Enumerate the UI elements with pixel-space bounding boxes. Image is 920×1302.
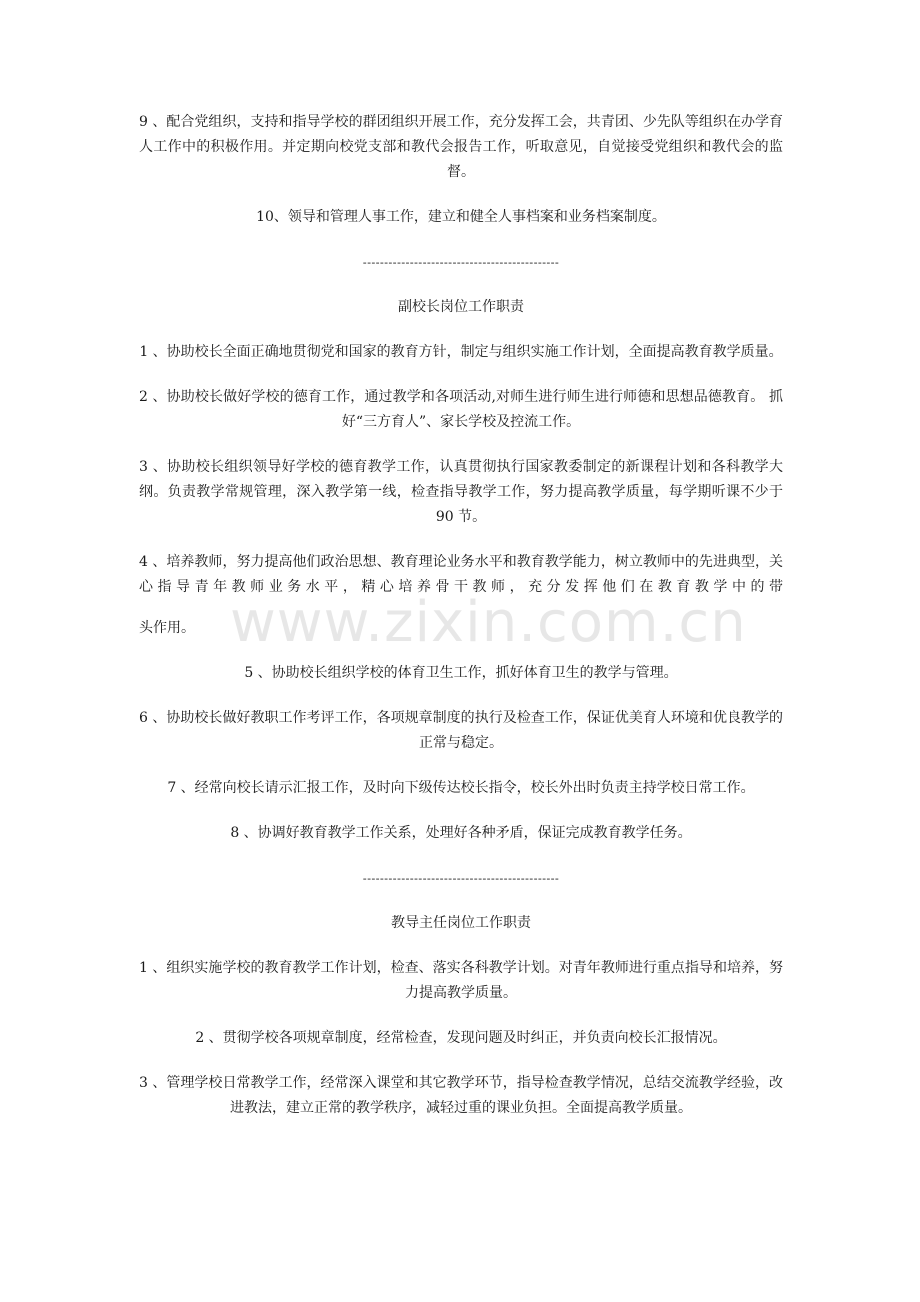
vice-principal-item-8: 8 、协调好教育教学工作关系，处理好各种矛盾，保证完成教育教学任务。: [230, 825, 692, 841]
vice-principal-item-4-continued: 头作用。: [139, 620, 195, 636]
vice-principal-item-7: 7 、经常向校长请示汇报工作，及时向下级传达校长指令，校长外出时负责主持学校日常工作。: [167, 780, 755, 796]
vice-principal-item-2: 2 、协助校长做好学校的德育工作，通过教学和各项活动,对师生进行师生进行师德和思想品德教育。 抓好“三方育人”、家长学校及控流工作。: [139, 389, 783, 430]
section-separator: ----------------------------------------------: [362, 256, 560, 269]
vice-principal-item-4: 4 、培养教师，努力提高他们政治思想、教育理论业务水平和教育教学能力，树立教师中的先进典型，关心指导青年教师业务水平，精心培养骨干教师，充分发挥他们在教育教学中的带: [139, 554, 783, 595]
vice-principal-item-6: 6 、协助校长做好教职工作考评工作，各项规章制度的执行及检查工作，保证优美育人环境和优良教学的正常与稳定。: [139, 710, 783, 751]
watermark-text: www.zixin.com.cn: [230, 590, 747, 655]
dean-item-1: 1 、组织实施学校的教育教学工作计划，检查、落实各科教学计划。对青年教师进行重点指导和培养，努力提高教学质量。: [139, 960, 783, 1001]
section-title-dean: 教导主任岗位工作职责: [391, 915, 531, 931]
document-page: [139, 110, 783, 1141]
section-title-vice-principal: 副校长岗位工作职责: [398, 299, 524, 315]
paragraph-item-10: 10、领导和管理人事工作，建立和健全人事档案和业务档案制度。: [256, 209, 666, 225]
vice-principal-item-5: 5 、协助校长组织学校的体育卫生工作，抓好体育卫生的教学与管理。: [244, 665, 678, 681]
dean-item-3: 3 、管理学校日常教学工作，经常深入课堂和其它教学环节，指导检查教学情况，总结交流教学经验，改进教法，建立正常的教学秩序，减轻过重的课业负担。全面提高教学质量。: [139, 1075, 783, 1116]
paragraph-item-9: 9 、配合党组织，支持和指导学校的群团组织开展工作，充分发挥工会，共青团、少先队等组织在办学育人工作中的积极作用。并定期向校党支部和教代会报告工作，听取意见，自觉接受党组织和教代会的监督。: [139, 114, 783, 180]
dean-item-2: 2 、贯彻学校各项规章制度，经常检查，发现问题及时纠正，并负责向校长汇报情况。: [195, 1030, 727, 1046]
vice-principal-item-3: 3 、协助校长组织领导好学校的德育教学工作，认真贯彻执行国家教委制定的新课程计划和各科教学大纲。负责教学常规管理，深入教学第一线，检查指导教学工作，努力提高教学质量，每学期听课不少于 90 节。: [139, 459, 783, 525]
vice-principal-item-1: 1 、协助校长全面正确地贯彻党和国家的教育方针，制定与组织实施工作计划，全面提高教育教学质量。: [139, 344, 783, 360]
section-separator: ----------------------------------------------: [362, 872, 560, 885]
